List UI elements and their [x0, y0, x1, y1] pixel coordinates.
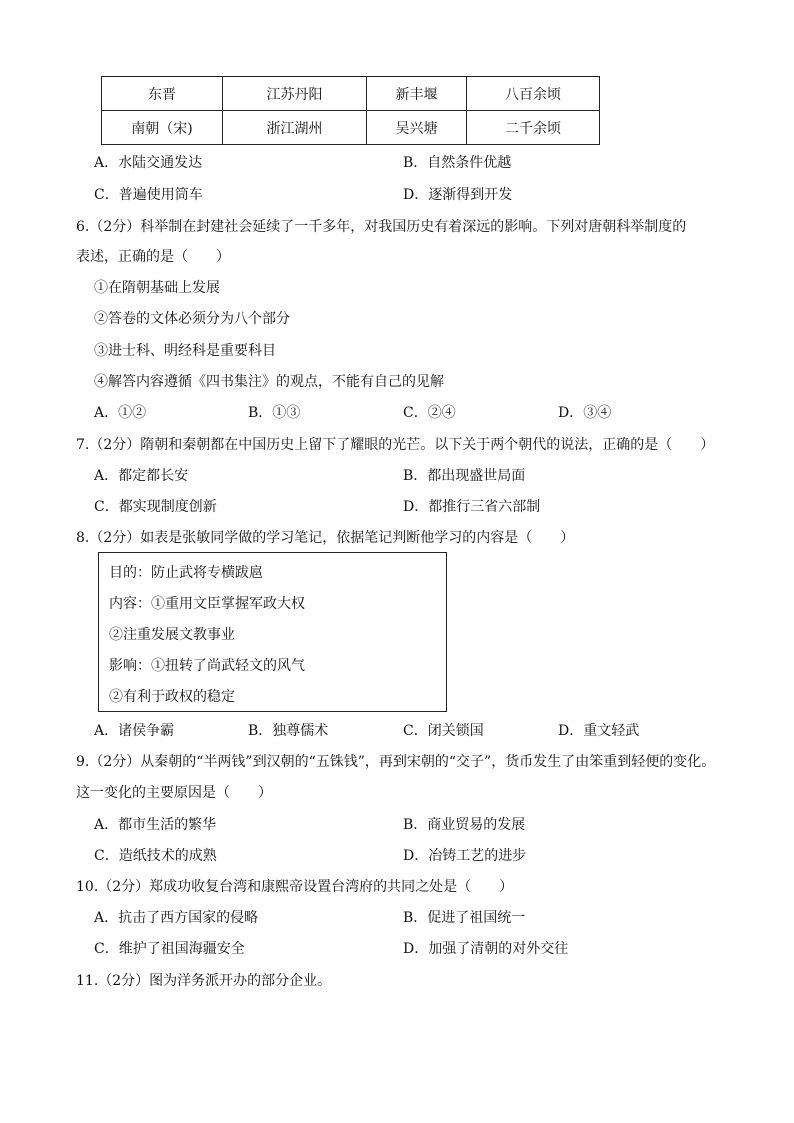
- q7-option-a[interactable]: A．都定都长安: [94, 468, 189, 484]
- q5-option-d[interactable]: D．逐渐得到开发: [403, 187, 513, 203]
- note-line: 目的：防止武将专横跋扈: [109, 565, 263, 581]
- q6-option-b[interactable]: B．①③: [248, 405, 301, 421]
- table-cell: 南朝（宋): [102, 111, 223, 145]
- q10-option-d[interactable]: D．加强了清朝的对外交往: [403, 941, 569, 957]
- q6-option-c[interactable]: C．②④: [403, 405, 456, 421]
- table-cell: 江苏丹阳: [223, 77, 367, 111]
- table-cell: 新丰堰: [367, 77, 467, 111]
- q5-option-b[interactable]: B．自然条件优越: [403, 155, 512, 171]
- q5-option-c[interactable]: C．普遍使用筒车: [94, 187, 203, 203]
- table-row: [102, 111, 600, 145]
- note-line: 影响：①扭转了尚武轻文的风气: [109, 658, 305, 674]
- q8-option-b[interactable]: B．独尊儒术: [248, 723, 329, 739]
- q6-option-d[interactable]: D．③④: [558, 405, 612, 421]
- table-cell: 东晋: [102, 77, 223, 111]
- q10-option-c[interactable]: C．维护了祖国海疆安全: [94, 941, 245, 957]
- study-notes-box: [98, 552, 447, 712]
- q9-stem-line2: 这一变化的主要原因是（ ）: [76, 785, 272, 801]
- q6-option-a[interactable]: A．①②: [94, 405, 147, 421]
- q8-stem: 8.（2分）如表是张敏同学做的学习笔记，依据笔记判断他学习的内容是（ ）: [76, 530, 575, 546]
- q6-stem-line1: 6.（2分）科举制在封建社会延续了一千多年，对我国历史有着深远的影响。下列对唐朝科举制度的: [76, 219, 687, 235]
- note-line: ②有利于政权的稳定: [109, 689, 235, 705]
- note-line: 内容：①重用文臣掌握军政大权: [109, 596, 305, 612]
- q7-option-b[interactable]: B．都出现盛世局面: [403, 468, 526, 484]
- table-cell: 浙江湖州: [223, 111, 367, 145]
- q5-option-a[interactable]: A．水陆交通发达: [94, 155, 203, 171]
- q10-option-a[interactable]: A．抗击了西方国家的侵略: [94, 910, 259, 926]
- q9-option-c[interactable]: C．造纸技术的成熟: [94, 848, 217, 864]
- q6-item-2: ②答卷的文体必须分为八个部分: [94, 311, 290, 327]
- irrigation-table: [101, 76, 600, 145]
- q7-option-c[interactable]: C．都实现制度创新: [94, 499, 217, 515]
- q6-stem-line2: 表述，正确的是（ ）: [76, 249, 230, 265]
- q8-option-a[interactable]: A．诸侯争霸: [94, 723, 175, 739]
- q9-option-b[interactable]: B．商业贸易的发展: [403, 817, 526, 833]
- q6-item-3: ③进士科、明经科是重要科目: [94, 343, 276, 359]
- q10-stem: 10.（2分）郑成功收复台湾和康熙帝设置台湾府的共同之处是（ ）: [76, 879, 514, 895]
- q9-option-a[interactable]: A．都市生活的繁华: [94, 817, 217, 833]
- note-line: ②注重发展文教事业: [109, 627, 235, 643]
- q7-option-d[interactable]: D．都推行三省六部制: [403, 499, 541, 515]
- q8-option-d[interactable]: D．重文轻武: [558, 723, 640, 739]
- table-cell: 二千余顷: [467, 111, 600, 145]
- q6-item-1: ①在隋朝基础上发展: [94, 280, 220, 296]
- q9-stem-line1: 9.（2分）从秦朝的“半两钱”到汉朝的“五铢钱”，再到宋朝的“交子”，货币发生了由笨重到轻便的变化。: [76, 754, 716, 770]
- q7-stem: 7.（2分）隋朝和秦朝都在中国历史上留下了耀眼的光芒。以下关于两个朝代的说法，正确的是（ ）: [76, 437, 715, 453]
- table-cell: 八百余顷: [467, 77, 600, 111]
- q6-item-4: ④解答内容遵循《四书集注》的观点，不能有自己的见解: [94, 374, 444, 390]
- q8-option-c[interactable]: C．闭关锁国: [403, 723, 484, 739]
- table-cell: 吴兴塘: [367, 111, 467, 145]
- table-row: [102, 77, 600, 111]
- q9-option-d[interactable]: D．冶铸工艺的进步: [403, 848, 527, 864]
- q10-option-b[interactable]: B．促进了祖国统一: [403, 910, 526, 926]
- q11-stem: 11.（2分）图为洋务派开办的部分企业。: [76, 973, 332, 989]
